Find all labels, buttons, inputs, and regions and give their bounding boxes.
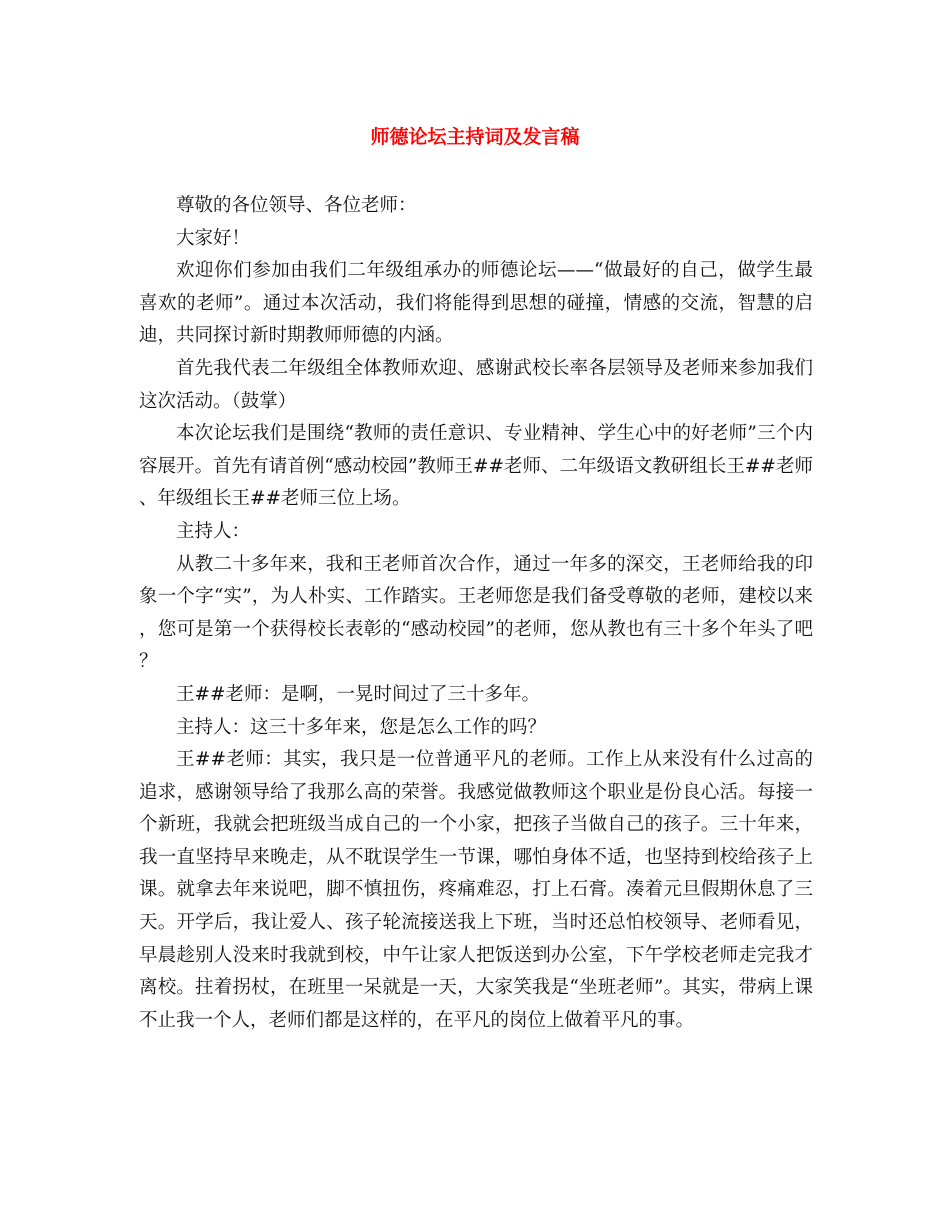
document-title: 师德论坛主持词及发言稿 bbox=[370, 126, 580, 148]
paragraph-greeting: 大家好！ bbox=[176, 227, 251, 249]
paragraph-host-intro: 从教二十多年来，我和王老师首次合作，通过一年多的深交，王老师给我的印象一个字“实”，为人朴实、工作踏实。王老师您是我们备受尊敬的老师，建校以来，您可是第一个获得校长表彰的“感动校园”的老师，您从教也有三十多个年头了吧？ bbox=[139, 553, 813, 673]
paragraph-thanks: 首先我代表二年级组全体教师欢迎、感谢武校长率各层领导及老师来参加我们这次活动。（鼓掌） bbox=[139, 357, 813, 412]
paragraph-host-question: 主持人：这三十多年来，您是怎么工作的吗？ bbox=[176, 716, 547, 738]
paragraph-teacher-answer: 王##老师：其实，我只是一位普通平凡的老师。工作上从来没有什么过高的追求，感谢领导给了我那么高的荣誉。我感觉做教师这个职业是份良心活。每接一个新班，我就会把班级当成自己的一个小家，把孩子当做自己的孩子。三十年来，我一直坚持早来晚走，从不耽误学生一节课，哪怕身体不适，也坚持到校给孩子上课。就拿去年来说吧，脚不慎扭伤，疼痛难忍，打上石膏。凑着元旦假期休息了三天。开学后，我让爱人、孩子轮流接送我上下班，当时还总怕校领导、老师看见，早晨趁别人没来时我就到校，中午让家人把饭送到办公室，下午学校老师走完我才离校。拄着拐杖，在班里一呆就是一天，大家笑我是“坐班老师”。其实，带病上课不止我一个人，老师们都是这样的，在平凡的岗位上做着平凡的事。 bbox=[139, 749, 813, 1031]
paragraph-welcome: 欢迎你们参加由我们二年级组承办的师德论坛——“做最好的自己，做学生最喜欢的老师”。通过本次活动，我们将能得到思想的碰撞，情感的交流，智慧的启迪，共同探讨新时期教师师德的内涵。 bbox=[139, 260, 813, 347]
paragraph-forum-topics: 本次论坛我们是围绕“教师的责任意识、专业精神、学生心中的好老师”三个内容展开。首先有请首例“感动校园”教师王##老师、二年级语文教研组长王##老师、年级组长王##老师三位上场。 bbox=[139, 423, 813, 510]
paragraph-teacher-reply: 王##老师：是啊，一晃时间过了三十多年。 bbox=[176, 683, 541, 705]
paragraph-salutation: 尊敬的各位领导、各位老师： bbox=[176, 195, 417, 216]
paragraph-host-label: 主持人： bbox=[176, 520, 251, 542]
document-body bbox=[139, 190, 813, 1037]
